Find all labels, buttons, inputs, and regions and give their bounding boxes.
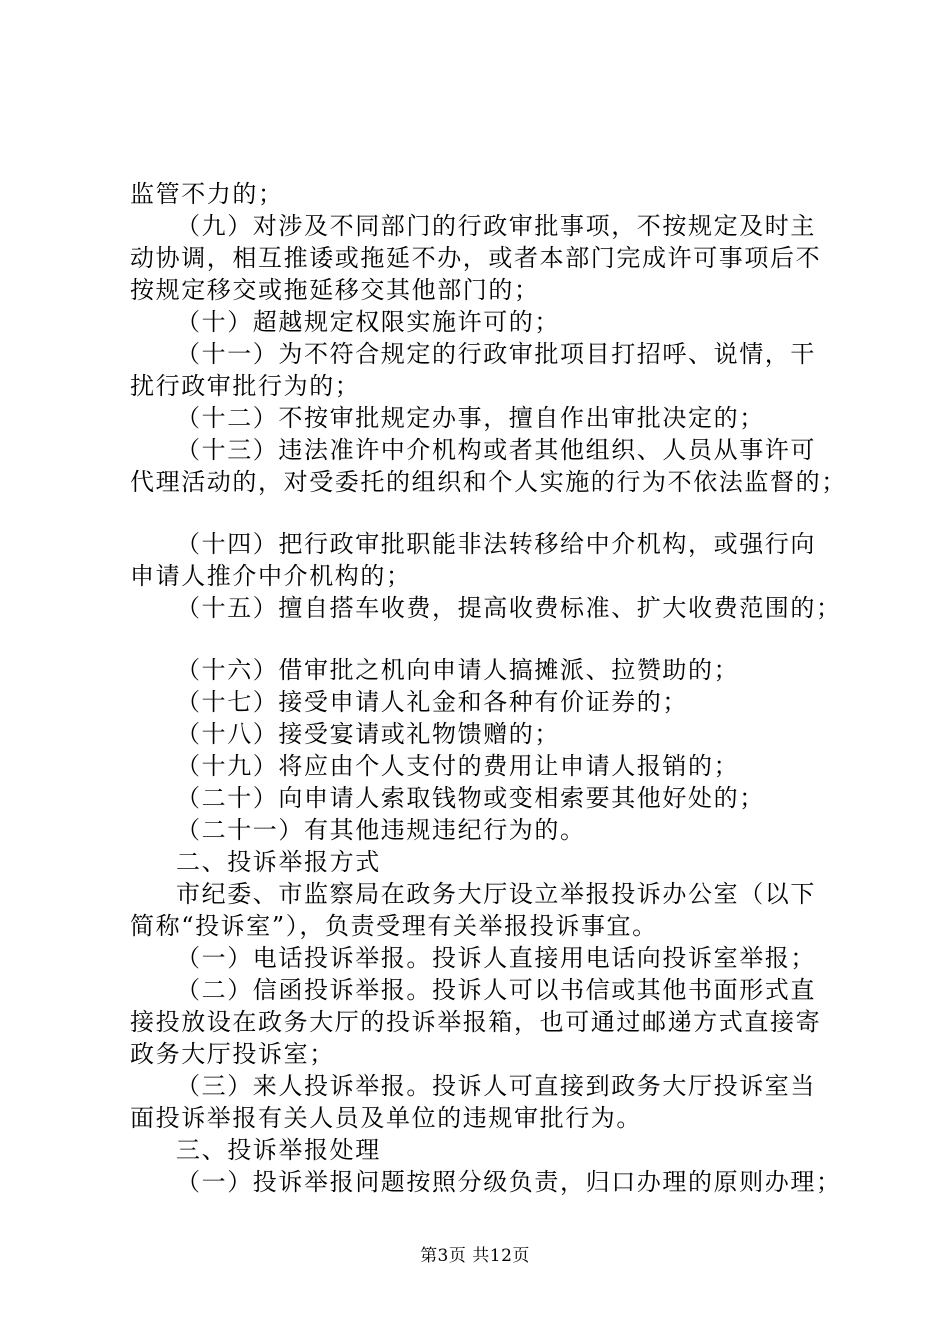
page-footer: 第3页 共12页 (420, 1246, 530, 1266)
text-line: （十七）接受申请人礼金和各种有价证券的； (176, 688, 688, 716)
text-line: 监管不力的； (130, 180, 284, 208)
text-line: （十五）擅自搭车收费，提高收费标准、扩大收费范围的； (176, 594, 842, 622)
text-line: （三）来人投诉举报。投诉人可直接到政务大厅投诉室当 (176, 1072, 816, 1100)
text-line: （二十）向申请人索取钱物或变相索要其他好处的； (176, 784, 765, 812)
text-line: （十一）为不符合规定的行政审批项目打招呼、说情，干 (176, 340, 816, 368)
text-line: （一）投诉举报问题按照分级负责，归口办理的原则办理； (176, 1168, 842, 1196)
text-line: （十四）把行政审批职能非法转移给中介机构，或强行向 (176, 530, 816, 558)
text-line: 面投诉举报有关人员及单位的违规审批行为。 (130, 1104, 642, 1132)
section-heading: 二、投诉举报方式 (176, 848, 381, 876)
text-line: 动协调，相互推诿或拖延不办，或者本部门完成许可事项后不 (130, 244, 822, 272)
text-line: （二十一）有其他违规违纪行为的。 (176, 816, 586, 844)
text-line: 政务大厅投诉室； (130, 1040, 335, 1068)
text-line: 申请人推介中介机构的； (130, 562, 412, 590)
text-line: 按规定移交或拖延移交其他部门的； (130, 276, 540, 304)
text-line: （一）电话投诉举报。投诉人直接用电话向投诉室举报； (176, 944, 816, 972)
section-heading: 三、投诉举报处理 (176, 1136, 381, 1164)
text-line: 扰行政审批行为的； (130, 372, 361, 400)
text-line: （十三）违法准许中介机构或者其他组织、人员从事许可 (176, 436, 816, 464)
text-line: （十八）接受宴请或礼物馈赠的； (176, 720, 560, 748)
text-line: 市纪委、市监察局在政务大厅设立举报投诉办公室（以下 (176, 880, 816, 908)
text-line: （十二）不按审批规定办事，擅自作出审批决定的； (176, 404, 765, 432)
text-line: （二）信函投诉举报。投诉人可以书信或其他书面形式直 (176, 976, 816, 1004)
text-line: （十六）借审批之机向申请人搞摊派、拉赞助的； (176, 656, 740, 684)
text-line: 接投放设在政务大厅的投诉举报箱，也可通过邮递方式直接寄 (130, 1008, 822, 1036)
text-line: （十九）将应由个人支付的费用让申请人报销的； (176, 752, 740, 780)
text-line: （九）对涉及不同部门的行政审批事项，不按规定及时主 (176, 212, 816, 240)
text-line: （十）超越规定权限实施许可的； (176, 308, 560, 336)
text-line: 简称“投诉室”），负责受理有关举报投诉事宜。 (130, 912, 658, 940)
text-line: 代理活动的，对受委托的组织和个人实施的行为不依法监督的； (130, 468, 847, 496)
